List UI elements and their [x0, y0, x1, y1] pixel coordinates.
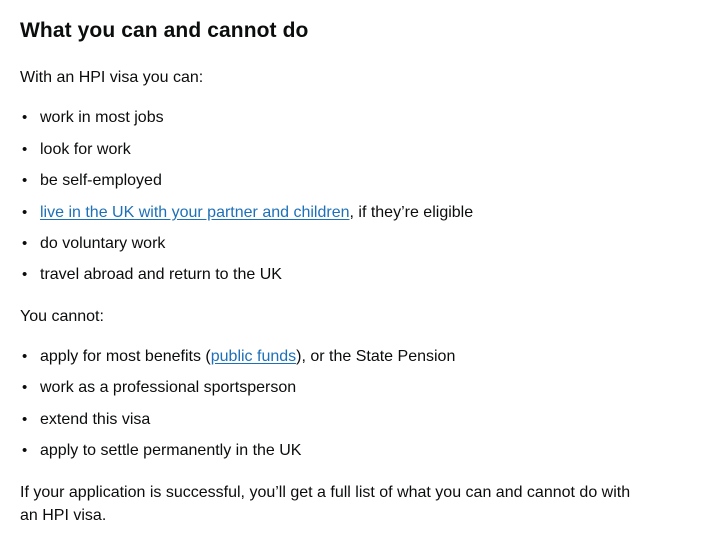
list-item [40, 107, 689, 129]
list-item [40, 233, 689, 255]
list-item [40, 377, 689, 399]
list-item [40, 202, 689, 224]
list-item-text: work in most jobs [40, 109, 164, 127]
list-item [40, 139, 689, 161]
list-item-text: travel abroad and return to the UK [40, 266, 282, 284]
list-item [40, 170, 689, 192]
list-item-text: look for work [40, 140, 131, 158]
list-item [40, 346, 689, 368]
public-funds-link[interactable]: public funds [210, 347, 297, 365]
list-item-text-suffix: ), or the State Pension [296, 347, 456, 365]
closing-paragraph: If your application is successful, you’ll get a full list of what you can and cannot do with an HPI visa. [20, 483, 631, 524]
list-item-text: , if they’re eligible [349, 203, 474, 221]
can-do-list [20, 107, 689, 286]
cannot-do-list [20, 346, 689, 463]
list-item [40, 440, 689, 462]
list-item-text-prefix: apply for most benefits ( [40, 347, 211, 365]
cannot-intro-paragraph: You cannot: [20, 307, 104, 325]
list-item-text: be self-employed [40, 172, 162, 190]
list-item-text: extend this visa [40, 410, 151, 428]
page-title: What you can and cannot do [20, 19, 309, 42]
list-item [40, 409, 689, 431]
list-item-text: work as a professional sportsperson [40, 379, 297, 397]
list-item [40, 264, 689, 286]
can-intro-paragraph: With an HPI visa you can: [20, 69, 204, 87]
partner-and-children-link[interactable]: live in the UK with your partner and children [40, 203, 350, 221]
list-item-text: apply to settle permanently in the UK [40, 442, 302, 460]
list-item-text: do voluntary work [40, 235, 166, 252]
